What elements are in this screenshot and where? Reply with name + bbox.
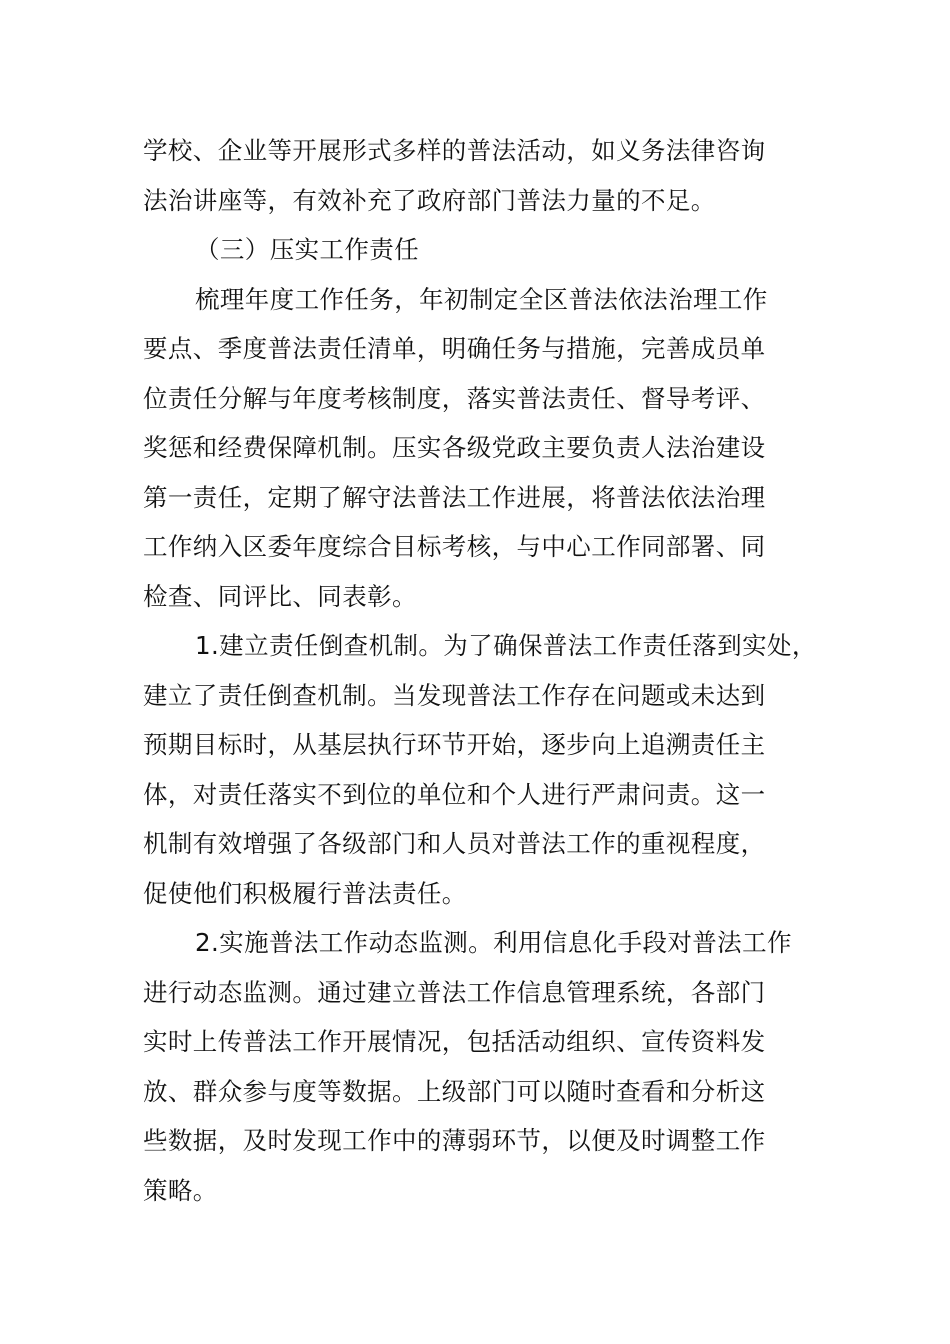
text-line: 工作纳入区委年度综合目标考核，与中心工作同部署、同 xyxy=(143,532,766,561)
text-line: 放、群众参与度等数据。上级部门可以随时查看和分析这 xyxy=(143,1076,766,1106)
text-line: 机制有效增强了各级部门和人员对普法工作的重视程度， xyxy=(143,829,766,858)
text-line: 体，对责任落实不到位的单位和个人进行严肃问责。这一 xyxy=(143,779,766,809)
text-line: 要点、季度普法责任清单，明确任务与措施，完善成员单 xyxy=(143,334,766,363)
text-line: 法治讲座等，有效补充了政府部门普法力量的不足。 xyxy=(143,185,716,215)
text-line: 建立了责任倒查机制。当发现普法工作存在问题或未达到 xyxy=(143,680,766,710)
text-line: 促使他们积极履行普法责任。 xyxy=(143,878,467,908)
text-line: 位责任分解与年度考核制度，落实普法责任、督导考评、 xyxy=(143,383,766,413)
text-line: 策略。 xyxy=(143,1175,218,1205)
text-line: 预期目标时，从基层执行环节开始，逐步向上追溯责任主 xyxy=(143,730,766,759)
paragraph-first-line: 2.实施普法工作动态监测。利用信息化手段对普法工作 xyxy=(195,928,792,957)
text-line: 检查、同评比、同表彰。 xyxy=(143,581,417,611)
text-line: 些数据，及时发现工作中的薄弱环节，以便及时调整工作 xyxy=(143,1126,766,1155)
text-line: 进行动态监测。通过建立普法工作信息管理系统，各部门 xyxy=(143,977,766,1007)
paragraph-first-line: 1.建立责任倒查机制。为了确保普法工作责任落到实处， xyxy=(195,631,817,660)
text-line: 第一责任，定期了解守法普法工作进展，将普法依法治理 xyxy=(143,482,766,512)
text-line: 学校、企业等开展形式多样的普法活动，如义务法律咨询 xyxy=(143,136,766,165)
text-line: 实时上传普法工作开展情况，包括活动组织、宣传资料发 xyxy=(143,1027,766,1056)
section-heading: （三）压实工作责任 xyxy=(195,235,420,264)
document-body xyxy=(143,126,833,1215)
text-line: 奖惩和经费保障机制。压实各级党政主要负责人法治建设 xyxy=(143,433,766,462)
paragraph-first-line: 梳理年度工作任务，年初制定全区普法依法治理工作 xyxy=(195,284,768,314)
